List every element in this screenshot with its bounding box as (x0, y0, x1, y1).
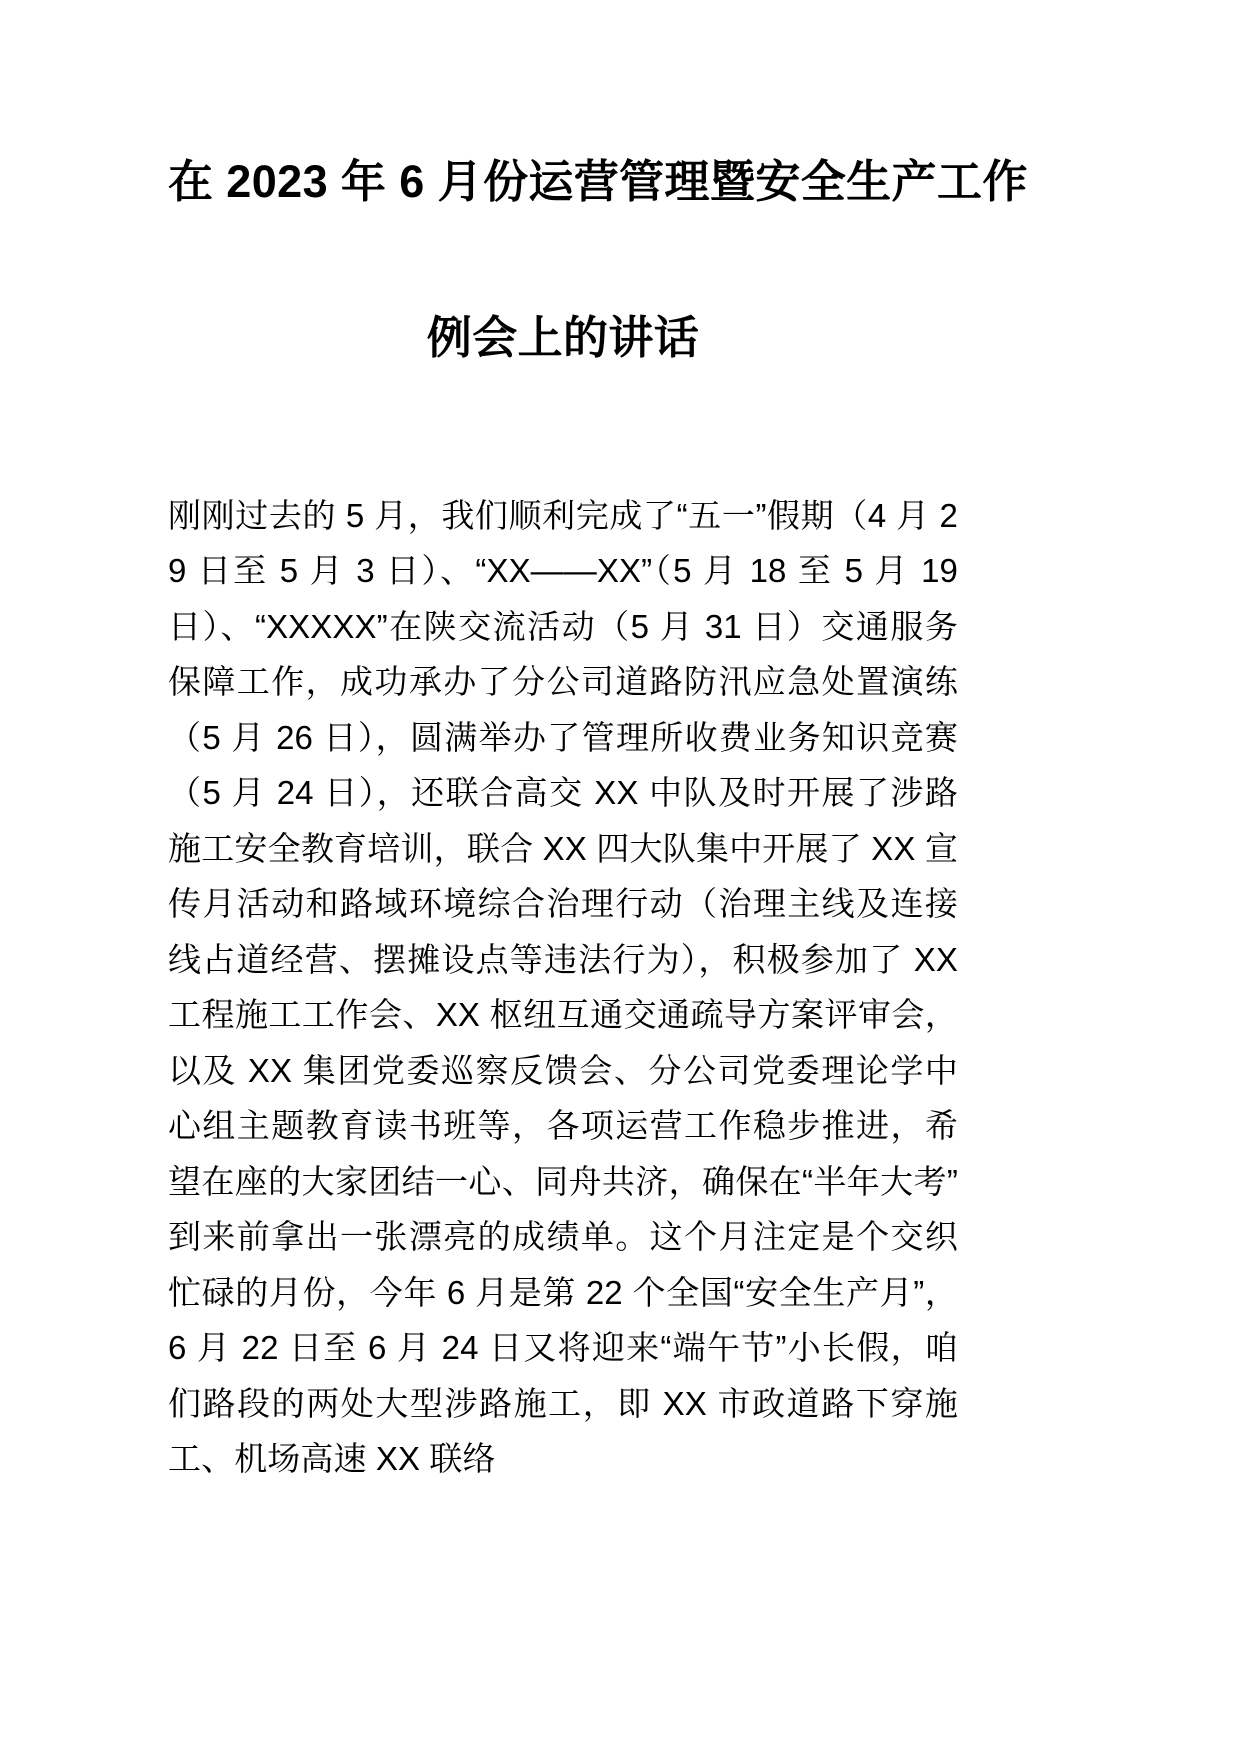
page-title-line-2: 例会上的讲话 (426, 311, 700, 363)
body-paragraph: 刚刚过去的 5 月，我们顺利完成了“五一”假期（4 月 29 日至 5 月 3 日）、“XX——XX”（5 月 18 至 5 月 19 日）、“XXXXX”在陕交流活动（5 月 31 日）交通服务保障工作，成功承办了分公司道路防汛应急处置演练（5 月 26 日），圆满举办了管理所收费业务知识竞赛（5 月 24 日），还联合高交 XX 中队及时开展了涉路施工安全教育培训，联合 XX 四大队集中开展了 XX 宣传月活动和路域环境综合治理行动（治理主线及连接线占道经营、摆摊设点等违法行为），积极参加了 XX 工程施工工作会、XX 枢纽互通交通疏导方案评审会，以及 XX 集团党委巡察反馈会、分公司党委理论学中心组主题教育读书班等，各项运营工作稳步推进，希望在座的大家团结一心、同舟共济，确保在“半年大考”到来前拿出一张漂亮的成绩单。这个月注定是个交织忙碌的月份，今年 6 月是第 22 个全国“安全生产月”，6 月 22 日至 6 月 24 日又将迎来“端午节”小长假，咱们路段的两处大型涉路施工，即 XX 市政道路下穿施工、机场高速 XX 联络 (168, 496, 958, 1478)
page-title (168, 150, 1028, 370)
page-title-line-1: 在 2023 年 6 月份运营管理暨安全生产工作 (168, 156, 1028, 207)
document-body (168, 488, 958, 1487)
page-content-frame (168, 150, 1028, 1487)
